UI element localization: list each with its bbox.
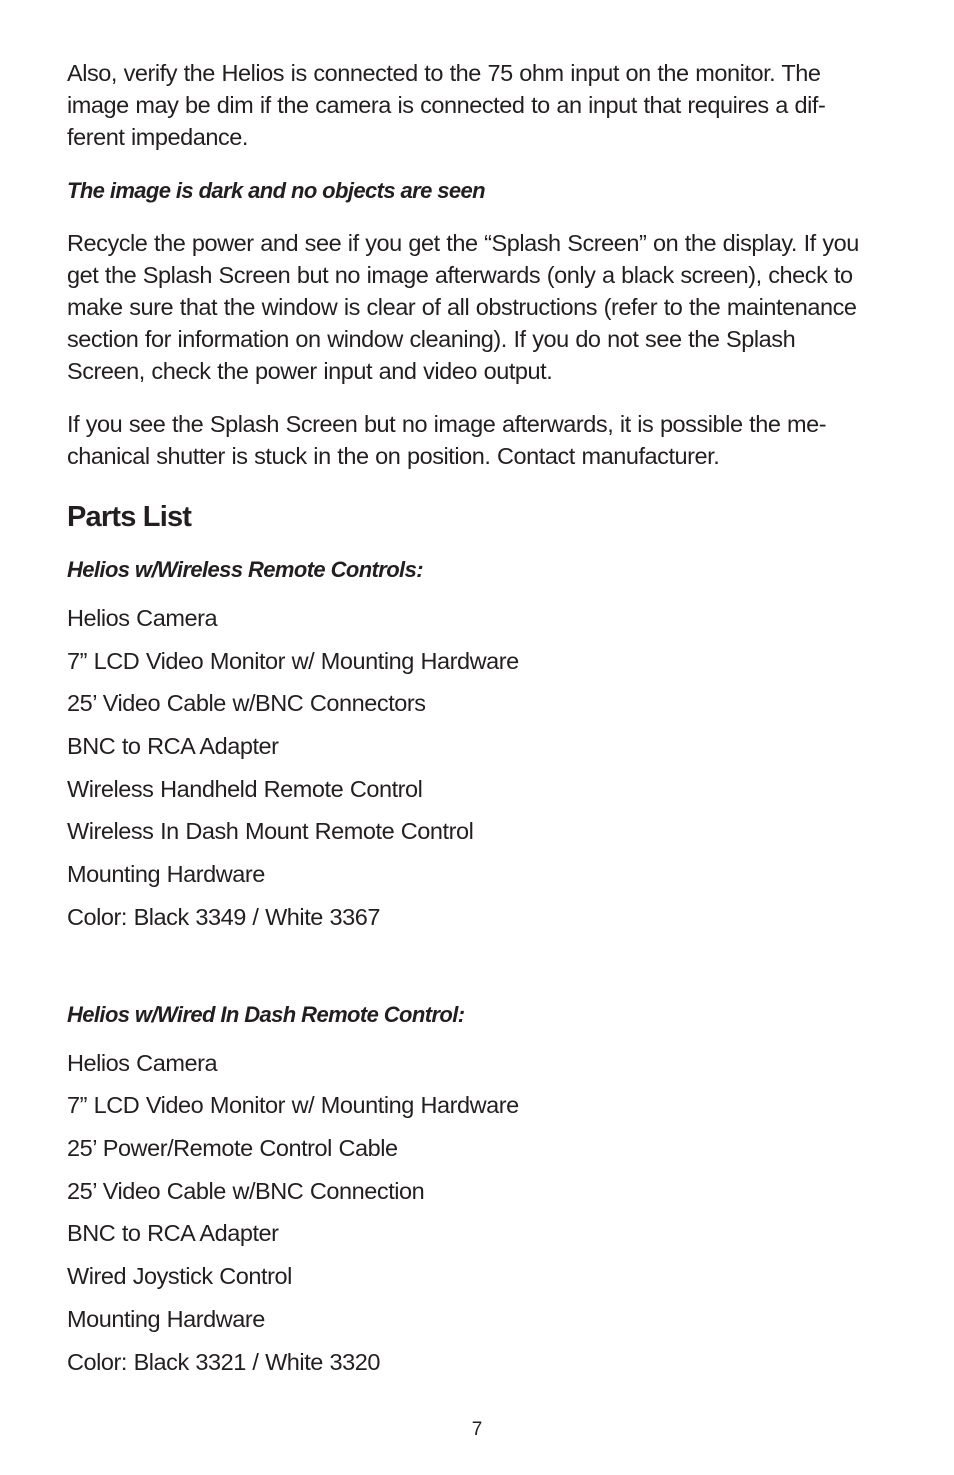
list-item: Color: Black 3321 / White 3320 — [67, 1348, 380, 1375]
troubleshooting-paragraph-1: Recycle the power and see if you get the “Splash Screen” on the display. If you get the Splash Screen but no image afterwards (only a black screen), check to make sure that the window is clear of all obstructions (refer to the maintenance section for information on window cleaning). If you do not see the Splash Screen, check the power input and video output. — [67, 230, 859, 384]
list-item: Helios Camera — [67, 1049, 218, 1076]
wireless-kit-heading: Helios w/Wireless Remote Controls: — [67, 556, 423, 582]
troubleshooting-paragraph-2: If you see the Splash Screen but no image afterwards, it is possible the me-chanical shutter is stuck in the on position. Contact manufacturer. — [67, 411, 827, 470]
list-item: 25’ Power/Remote Control Cable — [67, 1135, 398, 1161]
list-item: Wireless Handheld Remote Control — [67, 775, 423, 802]
list-item: BNC to RCA Adapter — [67, 1220, 279, 1247]
list-item: Mounting Hardware — [67, 861, 265, 888]
wired-parts-list — [67, 1042, 877, 1384]
wired-kit-heading: Helios w/Wired In Dash Remote Control: — [67, 1001, 465, 1027]
list-item: Wired Joystick Control — [67, 1263, 292, 1290]
list-item: Helios Camera — [67, 604, 218, 631]
parts-list-title: Parts List — [67, 500, 192, 533]
document-page — [67, 58, 877, 1383]
page-number: 7 — [471, 1419, 483, 1440]
list-item: 25’ Video Cable w/BNC Connectors — [67, 690, 426, 717]
list-item: Mounting Hardware — [67, 1305, 265, 1332]
wireless-parts-list — [67, 597, 877, 939]
list-item: Color: Black 3349 / White 3367 — [67, 903, 380, 930]
list-item: Wireless In Dash Mount Remote Control — [67, 818, 474, 845]
list-item: BNC to RCA Adapter — [67, 733, 279, 760]
troubleshooting-heading: The image is dark and no objects are seen — [67, 178, 485, 204]
list-item: 7” LCD Video Monitor w/ Mounting Hardware — [67, 647, 519, 674]
list-item: 25’ Video Cable w/BNC Connection — [67, 1177, 425, 1204]
intro-paragraph: Also, verify the Helios is connected to the 75 ohm input on the monitor. The image may be dim if the camera is connected to an input that requires a dif-ferent impedance. — [67, 60, 826, 150]
list-item: 7” LCD Video Monitor w/ Mounting Hardware — [67, 1092, 519, 1119]
